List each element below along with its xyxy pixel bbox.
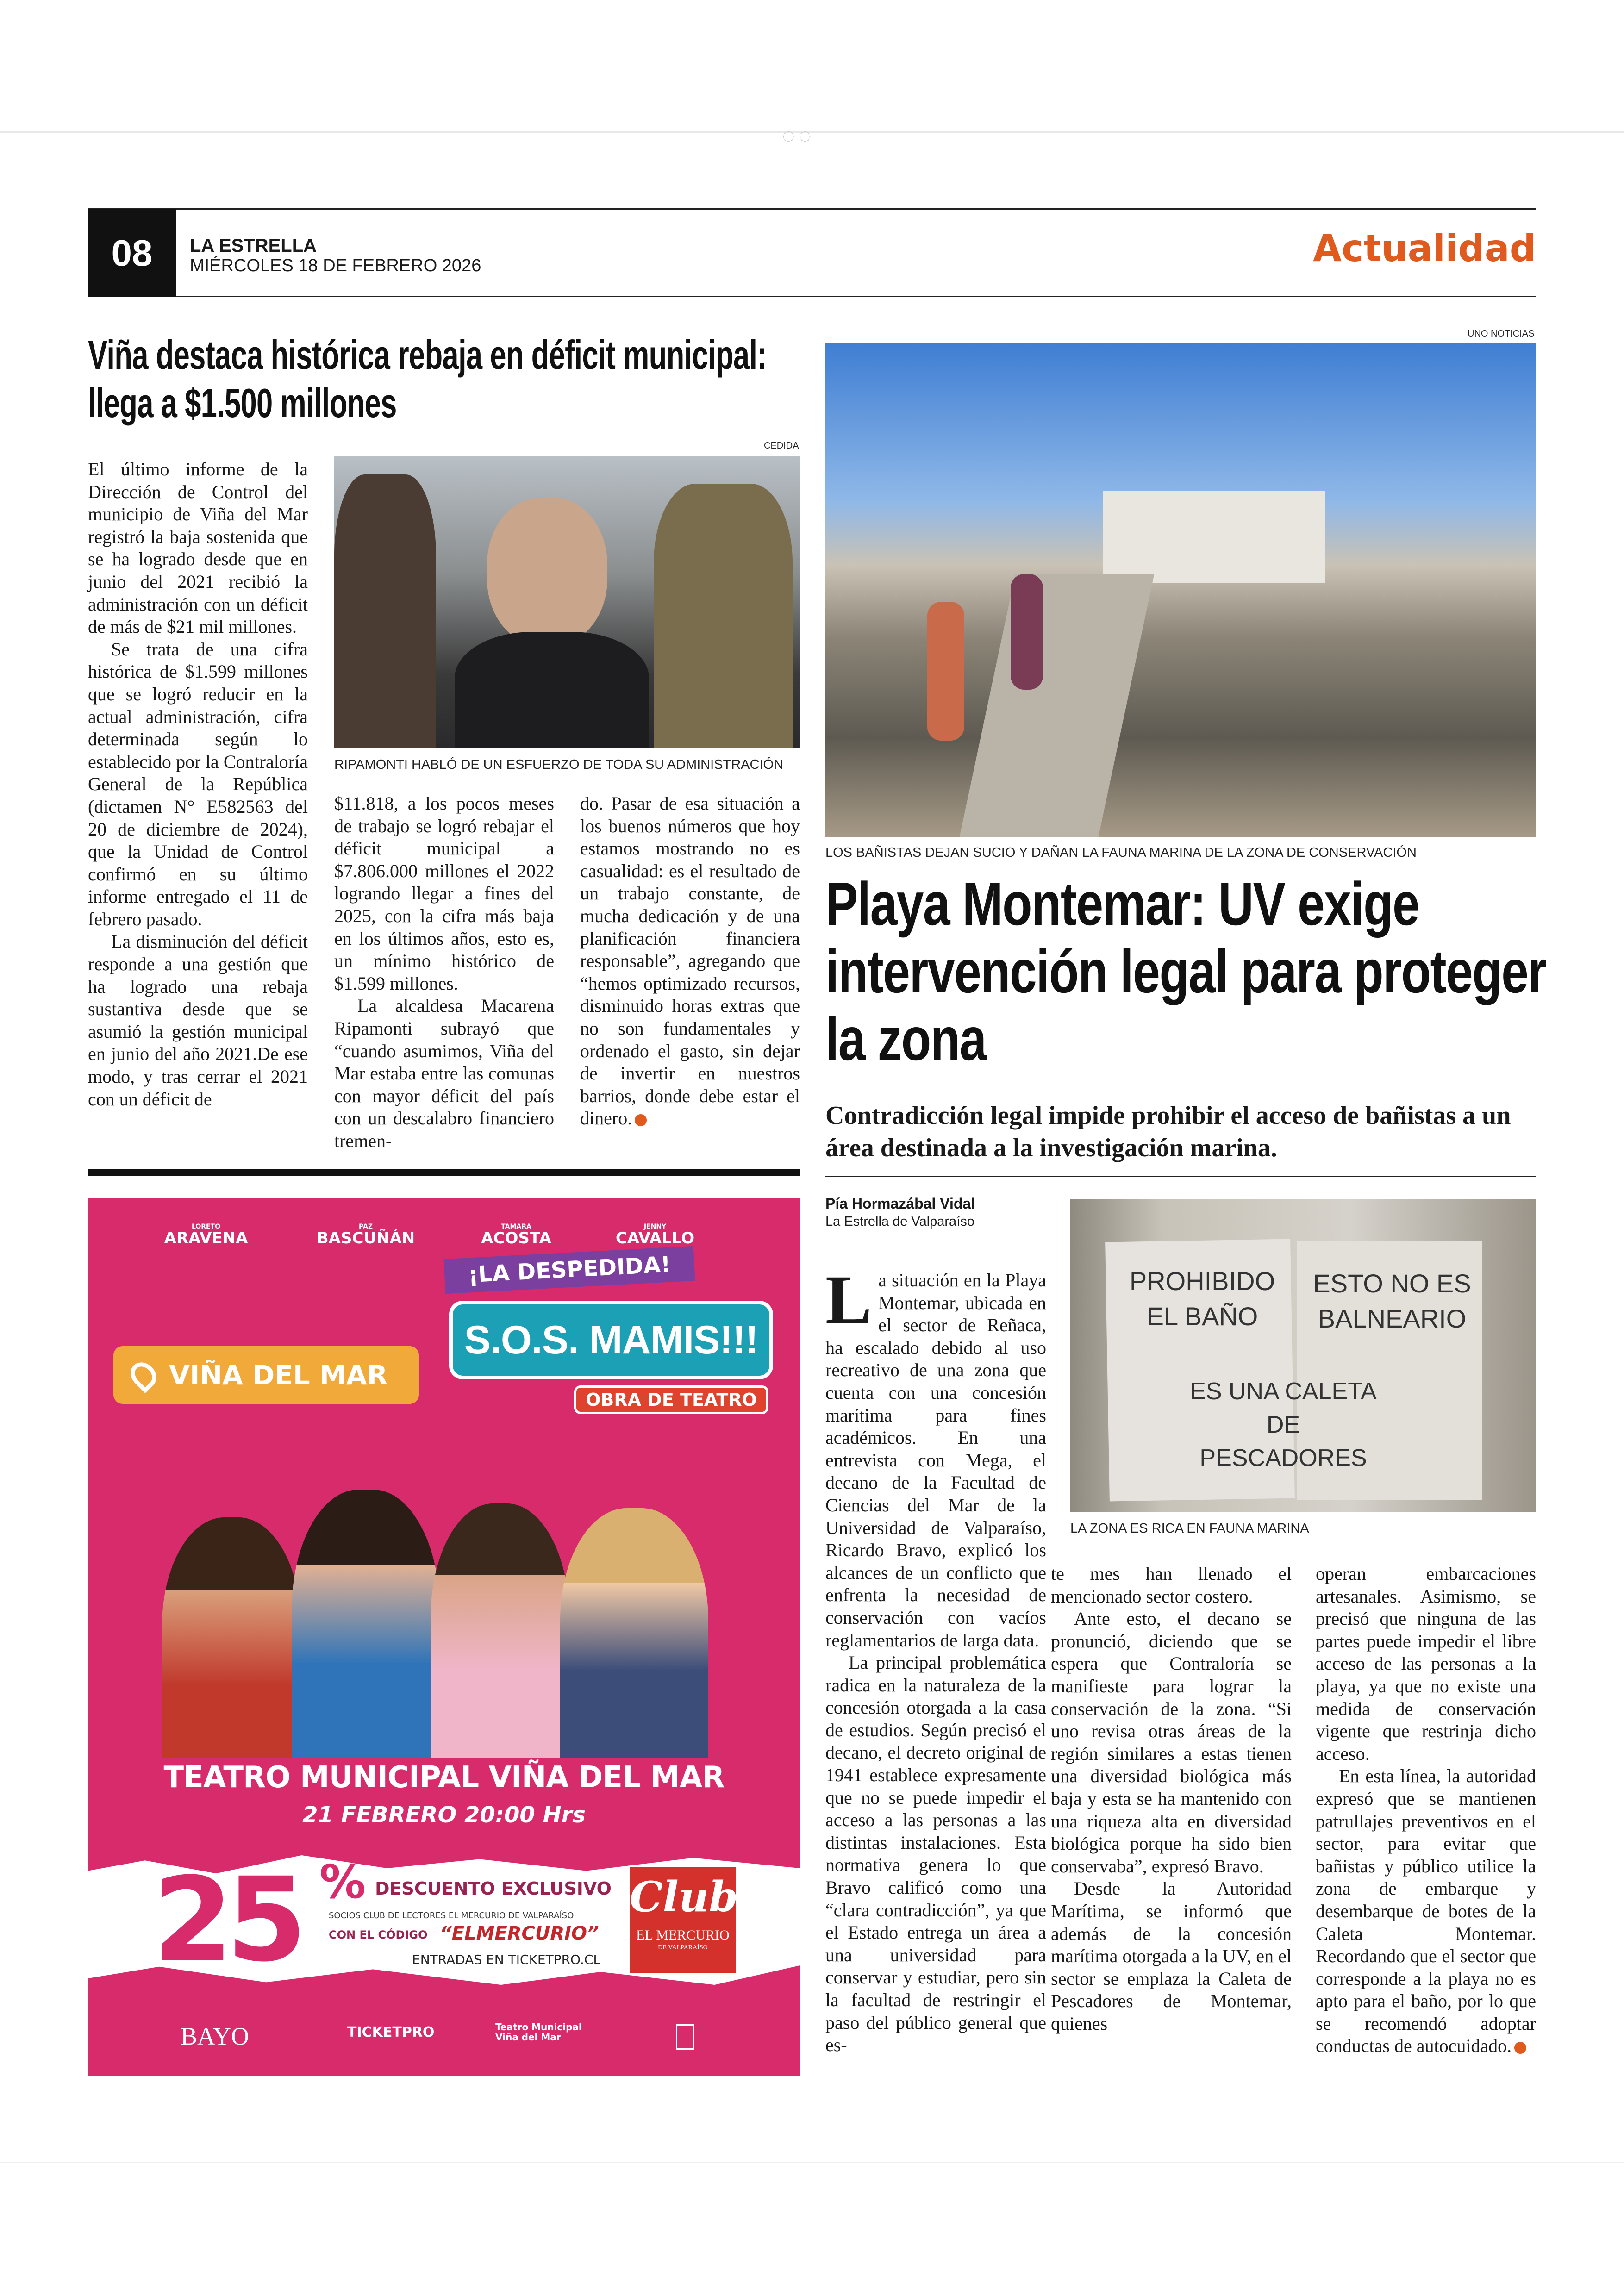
person-figure — [487, 498, 607, 646]
person-figure — [1011, 574, 1043, 690]
mayor-photo — [334, 456, 800, 748]
header-rule-top — [88, 208, 1536, 210]
sign-text-left: PROHIBIDO EL BAÑO — [1129, 1266, 1275, 1331]
page-top-border — [0, 131, 1624, 133]
venue: TEATRO MUNICIPAL VIÑA DEL MAR — [163, 1760, 725, 1795]
discount-number: 25 — [153, 1852, 300, 1987]
code-label: CON EL CÓDIGO — [329, 1928, 428, 1941]
left-article-col2 — [334, 792, 554, 1153]
left-headline: Viña destaca histórica rebaja en déficit municipal: llega a $1.500 millones — [88, 332, 767, 426]
actor-last: CAVALLO — [615, 1229, 695, 1247]
article-divider — [825, 1176, 1536, 1177]
tagline: ¡LA DESPEDIDA! — [443, 1246, 695, 1294]
theatre-advertisement[interactable] — [88, 1198, 800, 2076]
photo-credit: UNO NOTICIAS — [1468, 329, 1535, 339]
section-title: Actualidad — [1313, 227, 1536, 270]
left-article-col1 — [88, 458, 308, 1110]
paragraph: $11.818, a los pocos meses de trabajo se logró rebajar el déficit municipal a $7.806.000 millones el 2022 logrando llegar a fines del 2025, con la cifra más baja en los últimos años, esto es, un mínimo histórico de $1.599 millones. — [334, 793, 554, 994]
paragraph: do. Pasar de esa situación a los buenos números que hoy estamos mostrando no es casualidad: es el resultado de un trabajo constante, de mucha dedicación y de una planificación financiera responsable”, agregando que “hemos optimizado recursos, disminuido horas extras que no son fundamentales y ordenado el gasto, sin dejar de invertir en nuestros barrios, donde debe estar el dinero. — [580, 793, 800, 1129]
page-number: 08 — [88, 209, 176, 297]
government-logo-icon — [676, 2024, 694, 2050]
sponsor-logo-teatro: Teatro Municipal Viña del Mar — [495, 2021, 582, 2043]
actor-first: PAZ — [359, 1223, 373, 1230]
show-type: OBRA DE TEATRO — [574, 1385, 768, 1414]
newspaper-name: LA ESTRELLA — [190, 236, 317, 256]
paragraph: operan embarcaciones artesanales. Asimismo, se precisó que ninguna de las partes puede impedir el libre acceso de las personas a la playa, ya que no existe una medida de conservación vigente que restrinja dicho acceso. — [1316, 1563, 1536, 1764]
end-mark-icon — [635, 1114, 647, 1126]
tickets-link[interactable]: ENTRADAS EN TICKETPRO.CL — [412, 1952, 601, 1967]
page-nav-dots[interactable]: ◌ ◌ — [782, 128, 811, 144]
show-datetime: 21 FEBRERO 20:00 Hrs — [302, 1802, 586, 1828]
paragraph: La alcaldesa Macarena Ripamonti subrayó que “cuando asumimos, Viña del Mar estaba entre las comunas con mayor déficit del país con un descalabro financiero tremen- — [334, 995, 554, 1151]
members-text: SOCIOS CLUB DE LECTORES EL MERCURIO DE VALPARAÍSO — [329, 1911, 574, 1921]
photo-caption: LOS BAÑISTAS DEJAN SUCIO Y DAÑAN LA FAUNA MARINA DE LA ZONA DE CONSERVACIÓN — [825, 845, 1417, 860]
discount-label: DESCUENTO EXCLUSIVO — [375, 1878, 612, 1899]
sponsor-logo-bayo: BAYO — [181, 2022, 250, 2050]
sign-photo — [1070, 1199, 1536, 1512]
paragraph: La principal problemática radica en la naturaleza de la concesión otorgada a la casa de estudios. Según precisó el decano, el decreto original de 1941 establece expresamente que no se puede impedir el acceso a las personas a las distintas instalaciones. Esta normativa genera lo que Bravo calificó como una “clara contradicción”, ya que el Estado entrega un área a una universidad para conservar y estudiar, pero sin la facultad de restringir el paso del público general que es- — [825, 1652, 1046, 2056]
actor-name — [153, 1223, 259, 1246]
person-figure — [334, 474, 436, 748]
location-pin-icon — [125, 1357, 162, 1393]
right-article-col1 — [825, 1261, 1046, 2057]
paragraph: te mes han llenado el mencionado sector costero. — [1051, 1563, 1292, 1607]
photo-caption: LA ZONA ES RICA EN FAUNA MARINA — [1070, 1521, 1309, 1536]
paragraph: El último informe de la Dirección de Control del municipio de Viña del Mar registró la baja sostenida que se ha logrado desde que en junio del 2021 recibió la administración con un déficit de más de $21 mil millones. — [88, 459, 308, 637]
actor-name — [602, 1223, 708, 1246]
end-mark-icon — [1514, 2042, 1526, 2054]
actor-last: BASCUÑÁN — [316, 1229, 415, 1247]
actor-first: LORETO — [191, 1223, 221, 1230]
paragraph: Se trata de una cifra histórica de $1.599 millones que se logró reducir en la actual administración, cifra determinada según lo establecido por la Contraloría General de la República (dictamen N° E582563 del 20 de diciembre de 2024), que la Unidad de Control confirmó en su último informe entregado el 11 de febrero pasado. — [88, 638, 308, 929]
location-badge — [113, 1346, 419, 1404]
article-divider — [88, 1169, 800, 1176]
actor-first: TAMARA — [501, 1223, 531, 1230]
club-logo — [630, 1867, 736, 1973]
promo-code: “ELMERCURIO” — [440, 1923, 599, 1944]
club-logo-text: Club — [630, 1872, 738, 1921]
person-figure — [455, 632, 649, 748]
right-headline: Playa Montemar: UV exige intervención legal para proteger la zona — [825, 870, 1546, 1073]
right-article-col3 — [1316, 1563, 1536, 2058]
page-bottom-border — [0, 2162, 1624, 2163]
officer-figure — [654, 484, 793, 748]
club-logo-sub: EL MERCURIO — [636, 1927, 730, 1943]
building-figure — [1103, 491, 1325, 583]
header-rule-bottom — [88, 296, 1536, 297]
drop-cap: L — [825, 1261, 872, 1338]
paragraph: La disminución del déficit responde a una gestión que ha logrado una rebaja sustantiva desde que se asumió la gestión municipal en junio del año 2021.De ese modo, y tras cerrar el 2021 con un déficit de — [88, 931, 308, 1110]
beach-photo — [825, 343, 1536, 837]
actor-first: JENNY — [643, 1223, 667, 1230]
sign-text-bottom: ES UNA CALETA DE PESCADORES — [1190, 1378, 1377, 1472]
actor-last: ARAVENA — [164, 1229, 248, 1247]
percent-sign: % — [319, 1855, 366, 1909]
actor-last: ACOSTA — [481, 1229, 551, 1247]
club-logo-sub2: DE VALPARAÍSO — [658, 1944, 708, 1951]
paragraph: En esta línea, la autoridad expresó que se mantienen patrullajes preventivos en el sector, para evitar que bañistas y público utilice la zona de embarque y desembarque de botes de la Caleta Montemar. Recordando que el sector que corresponde a la playa no es apto para el baño, por lo que se recomendó adoptar conductas de autocuidado. — [1316, 1765, 1536, 2057]
right-article-col2 — [1051, 1563, 1292, 2035]
outlet: La Estrella de Valparaíso — [825, 1214, 974, 1229]
author: Pía Hormazábal Vidal — [825, 1195, 975, 1212]
actor-name — [463, 1223, 569, 1246]
sign-text-right: ESTO NO ES BALNEARIO — [1313, 1269, 1471, 1333]
actors-photo — [162, 1462, 727, 1758]
paragraph: Desde la Autoridad Marítima, se informó que además de la concesión marítima otorgada a la UV, en el sector se emplaza la Caleta de Pescadores de Montemar, quienes — [1051, 1878, 1292, 2034]
walkway — [960, 574, 1155, 837]
location-text: VIÑA DEL MAR — [169, 1359, 388, 1391]
show-title: S.O.S. MAMIS!!! — [449, 1301, 773, 1379]
issue-date: MIÉRCOLES 18 DE FEBRERO 2026 — [190, 256, 481, 275]
right-subheadline: Contradicción legal impide prohibir el acceso de bañistas a un área destinada a la investigación marina. — [825, 1101, 1511, 1162]
photo-caption: RIPAMONTI HABLÓ DE UN ESFUERZO DE TODA SU ADMINISTRACIÓN — [334, 757, 784, 772]
actor-name — [306, 1223, 426, 1246]
photo-credit: CEDIDA — [764, 441, 799, 451]
paragraph: Ante esto, el decano se pronunció, diciendo que se espera que Contraloría se manifieste para lograr la conservación de la zona. “Si uno revisa otras áreas de la región similares a estas tienen una diversidad biológica más baja y esta se ha mantenido con una riqueza alta en diversidad biológica porque ha sido bien conservaba”, expresó Bravo. — [1051, 1608, 1292, 1877]
left-article-col3 — [580, 792, 800, 1130]
person-figure — [927, 602, 964, 741]
paragraph: a situación en la Playa Montemar, ubicada en el sector de Reñaca, ha escalado debido al uso recreativo de una zona que cuenta con una concesión marítima para fines académicos. En una entrevista con Mega, el decano de la Facultad de Ciencias del Mar de la Universidad de Valparaíso, Ricardo Bravo, explicó los alcances de un conflicto que enfrenta la necesidad de conservación con vacíos reglamentarios de larga data. — [825, 1270, 1046, 1651]
sponsor-logo-ticketpro: TICKETPRO — [347, 2024, 435, 2040]
